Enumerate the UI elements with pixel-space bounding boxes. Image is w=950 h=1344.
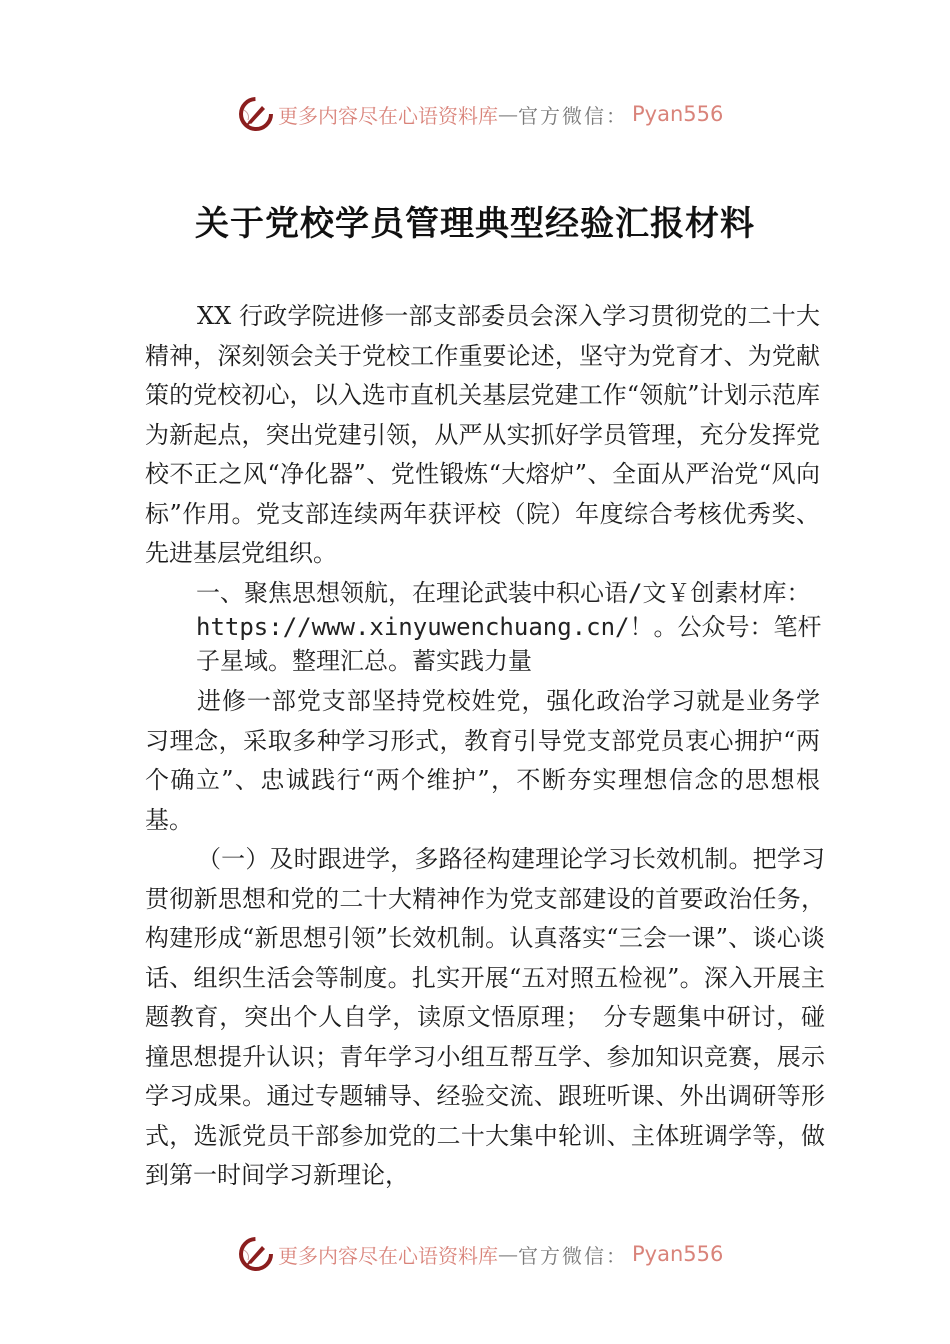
promo-text: 更多内容尽在心语资料库 xyxy=(278,103,498,128)
header-watermark-banner xyxy=(238,94,728,134)
wechat-id: Pyan556 xyxy=(632,102,724,126)
quill-pen-logo-icon xyxy=(238,96,274,132)
wechat-id: Pyan556 xyxy=(632,1242,724,1266)
promo-dash: — xyxy=(498,1242,518,1266)
intro-section xyxy=(145,297,820,574)
document-title: 关于党校学员管理典型经验汇报材料 xyxy=(195,204,755,244)
intro-paragraph: XX 行政学院进修一部支部委员会深入学习贯彻党的二十大精神，深刻领会关于党校工作重要论述，坚守为党育才、为党献策的党校初心，以入选市直机关基层党建工作“领航”计划示范库为新起点，突出党建引领，从严从实抓好学员管理，充分发挥党校不正之风“净化器”、党性锻炼“大熔炉”、全面从严治党“风向标”作用。党支部连续两年获评校（院）年度综合考核优秀奖、先进基层党组织。 xyxy=(145,302,820,567)
promo-text: 更多内容尽在心语资料库 xyxy=(278,1243,498,1268)
subsection-paragraph: （一）及时跟进学，多路径构建理论学习长效机制。把学习贯彻新思想和党的二十大精神作为党支部建设的首要政治任务，构建形成“新思想引领”长效机制。认真落实“三会一课”、谈心谈话、组织生活会等制度。扎实开展“五对照五检视”。深入开展主题教育，突出个人自学，读原文悟原理； 分专题集中研讨，碰撞思想提升认识；青年学习小组互帮互学、参加知识竞赛，展示学习成果。通过专题辅导、经验交流、跟班听课、外出调研等形式，选派党员干部参加党的二十大集中轮训、主体班调学等，做到第一时间学习新理论， xyxy=(145,845,825,1189)
wechat-label: 官方微信： xyxy=(518,1243,628,1268)
wechat-label: 官方微信： xyxy=(518,103,628,128)
footer-watermark-banner xyxy=(238,1234,728,1274)
section-1-body xyxy=(145,682,820,840)
section-paragraph: 进修一部党支部坚持党校姓党，强化政治学习就是业务学习理念，采取多种学习形式，教育引导党支部党员衷心拥护“两个确立”、忠诚践行“两个维护”，不断夯实理想信念的思想根基。 xyxy=(145,687,820,834)
promo-dash: — xyxy=(498,102,518,126)
subsection-1-body xyxy=(145,840,825,1196)
quill-pen-logo-icon xyxy=(238,1236,274,1272)
section-heading-1: 一、聚焦思想领航，在理论武装中积心语/文￥创素材库：https://www.xinyuwenchuang.cn/！。公众号：笔杆子星域。整理汇总。蓄实践力量 xyxy=(196,579,822,675)
